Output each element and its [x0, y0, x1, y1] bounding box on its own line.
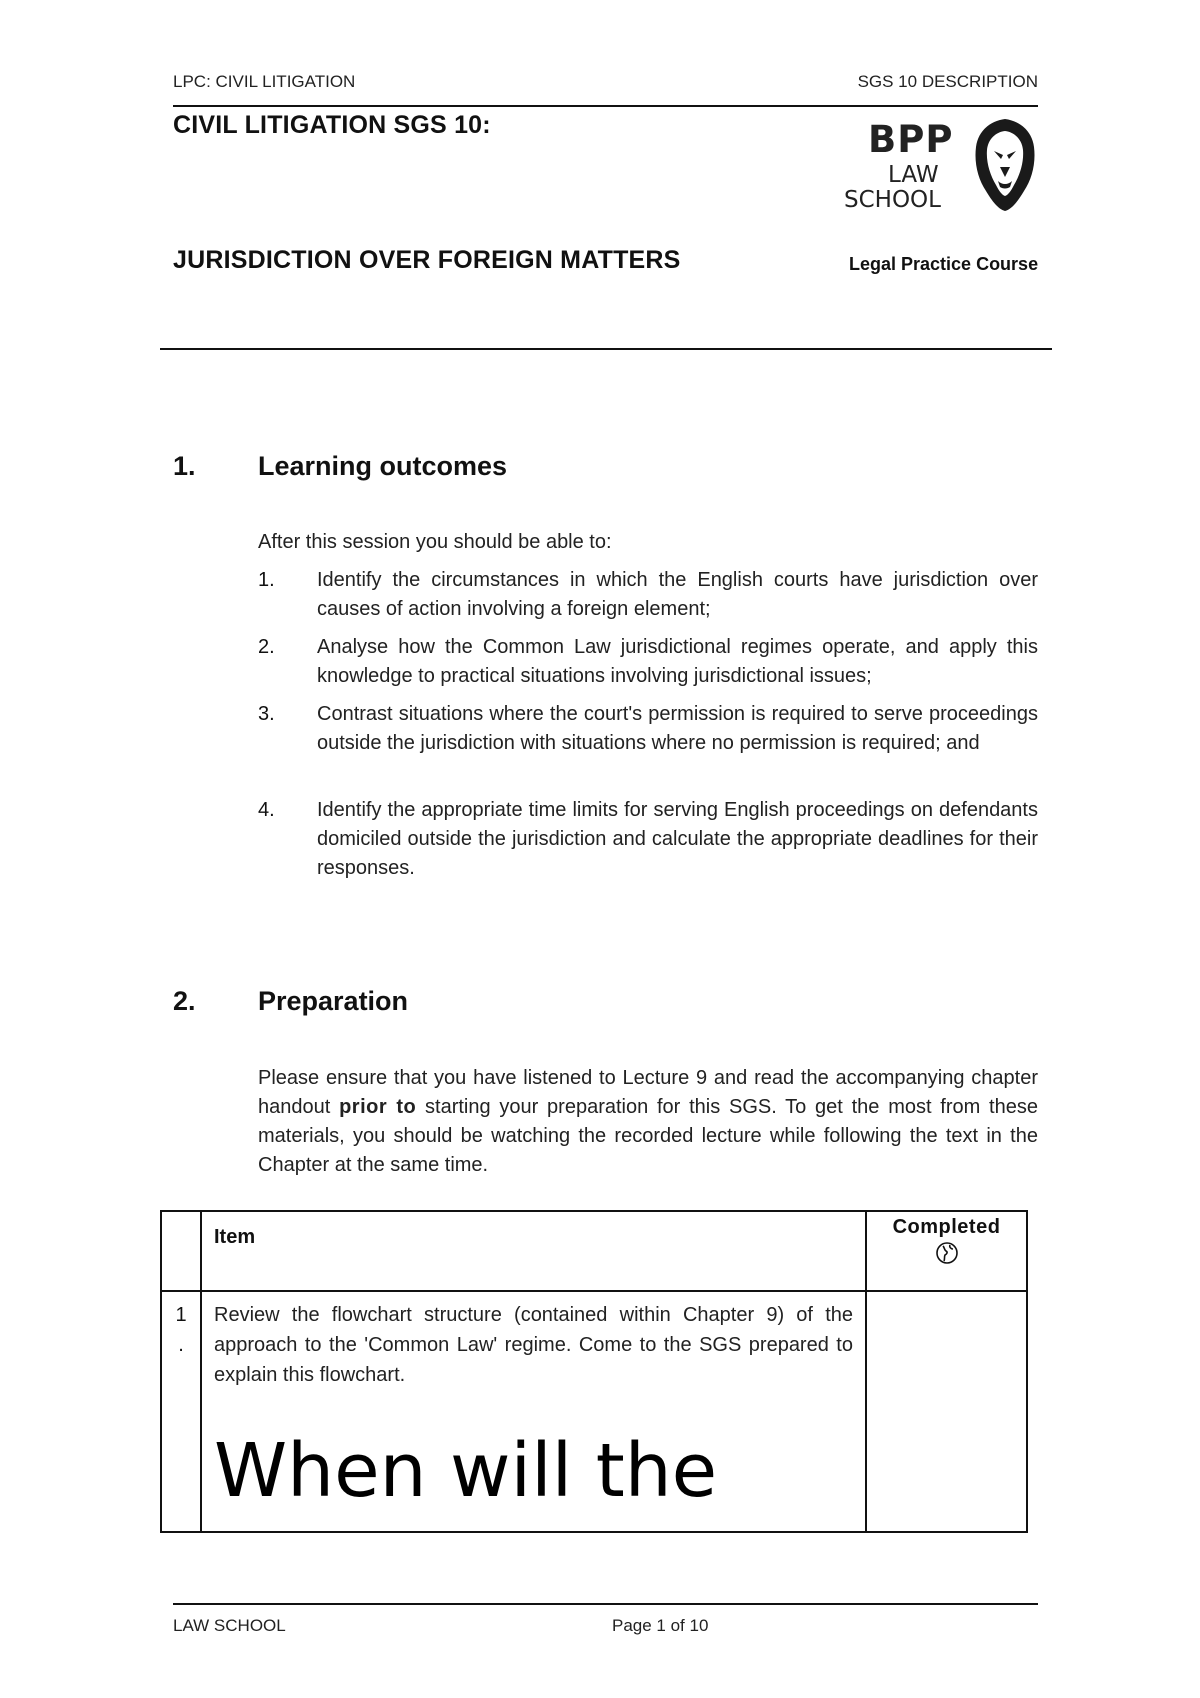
section-2-title: Preparation	[258, 986, 409, 1016]
header-completed-cell	[866, 1211, 1027, 1291]
row-item-cell	[201, 1291, 866, 1532]
course-label: Legal Practice Course	[849, 254, 1039, 274]
footer-page-number: Page 1 of 10	[612, 1616, 709, 1635]
document-title-line1: CIVIL LITIGATION SGS 10:	[173, 111, 491, 139]
list-number: 4.	[258, 799, 275, 821]
row-number-dot: .	[178, 1334, 184, 1356]
list-text: Analyse how the Common Law jurisdictional regimes operate, and apply this knowledge to practical situations involving jurisdictional issues;	[317, 636, 1038, 687]
running-header-right: SGS 10 DESCRIPTION	[857, 72, 1038, 91]
preparation-text-end: starting your preparation for this SGS. To get the most from these materials, you should be watching the recorded lecture while following the text in the Chapter at the same time.	[258, 1096, 1038, 1176]
header-item-cell: Item	[201, 1211, 866, 1291]
document-title-line2: JURISDICTION OVER FOREIGN MATTERS	[173, 246, 681, 274]
learning-outcome-item	[258, 566, 1038, 624]
footer-left: LAW SCHOOL	[173, 1616, 286, 1635]
logo-bpp-text: BPP	[868, 118, 954, 161]
section-2-number: 2.	[173, 986, 196, 1016]
globe-icon	[935, 1241, 959, 1265]
list-number: 3.	[258, 703, 275, 725]
running-header-left: LPC: CIVIL LITIGATION	[173, 72, 356, 91]
section-1-number: 1.	[173, 451, 196, 481]
logo-school-text: SCHOOL	[844, 187, 941, 213]
lion-head-icon	[974, 117, 1036, 213]
preparation-text-bold: prior to	[339, 1096, 417, 1118]
row-number: 1	[175, 1304, 187, 1326]
section-1-title: Learning outcomes	[258, 451, 508, 481]
table-header-row	[161, 1211, 1027, 1291]
logo-law-text: LAW	[888, 162, 939, 188]
learning-outcome-item	[258, 633, 1038, 691]
list-number: 2.	[258, 636, 275, 658]
list-text: Contrast situations where the court's permission is required to serve proceedings outside the jurisdiction with situations where no permission is required; and	[317, 703, 1038, 754]
list-number: 1.	[258, 569, 275, 591]
row-item-text: Review the flowchart structure (contained within Chapter 9) of the approach to the 'Common Law' regime. Come to the SGS prepared to explain this flowchart.	[214, 1304, 853, 1386]
preparation-paragraph	[258, 1064, 1038, 1180]
title-rule	[160, 348, 1052, 350]
row-large-heading-text: When will the	[214, 1428, 718, 1514]
learning-outcomes-intro: After this session you should be able to:	[258, 531, 612, 553]
bpp-law-school-logo	[836, 116, 1036, 216]
header-rule	[173, 105, 1038, 107]
list-text: Identify the circumstances in which the English courts have jurisdiction over causes of action involving a foreign element;	[317, 569, 1038, 620]
row-number-cell	[161, 1291, 201, 1532]
footer-rule	[173, 1603, 1038, 1605]
completed-label: Completed	[892, 1216, 1001, 1238]
learning-outcome-item	[258, 700, 1038, 787]
preparation-text-start: Please ensure that you have listened to Lecture 9 and read the accompanying chapter handout	[258, 1067, 1038, 1118]
table-row	[161, 1291, 1027, 1532]
header-number-cell	[161, 1211, 201, 1291]
preparation-table	[160, 1210, 1028, 1533]
list-text: Identify the appropriate time limits for serving English proceedings on defendants domiciled outside the jurisdiction and calculate the appropriate deadlines for their responses.	[317, 799, 1038, 879]
learning-outcome-item	[258, 796, 1038, 883]
row-completed-cell[interactable]	[866, 1291, 1027, 1532]
